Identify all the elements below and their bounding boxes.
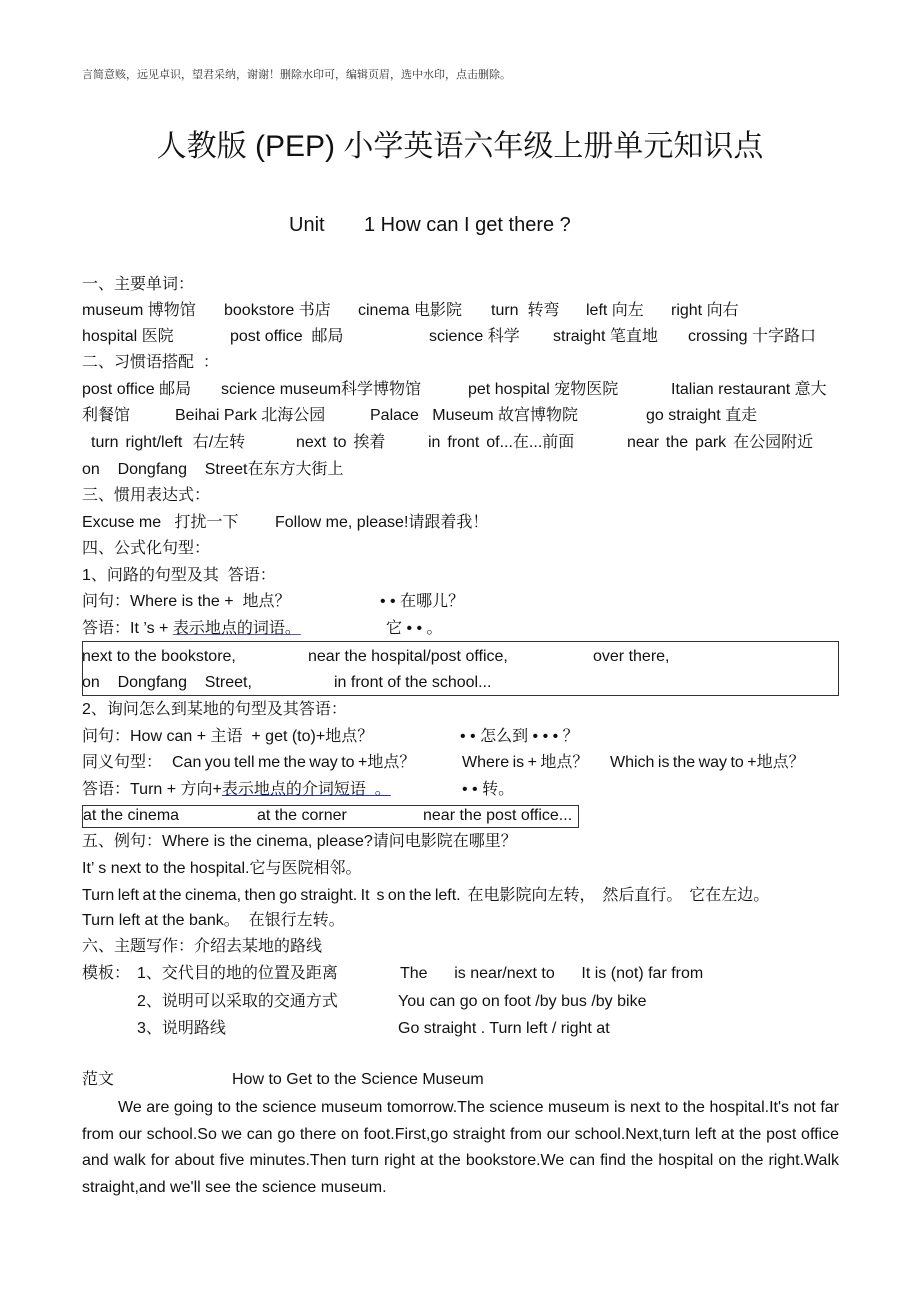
template-label: 模板： xyxy=(82,965,131,982)
phrase-item: pet hospital 宠物医院 xyxy=(468,381,619,398)
vocab-item: science 科学 xyxy=(429,328,520,345)
page-title: 人教版 (PEP) 小学英语六年级上册单元知识点 xyxy=(156,130,764,163)
phrase-item: post office 邮局 xyxy=(82,381,192,398)
phrase-item: 利餐馆 xyxy=(82,407,131,424)
vocab-item: cinema 电影院 xyxy=(358,302,463,319)
essay-label: 范文 xyxy=(82,1071,115,1088)
header-note: 言简意赅，远见卓识，望君采纳，谢谢！删除水印可，编辑页眉，选中水印，点击删除。 xyxy=(82,69,511,81)
question-pattern: 问句：How can + 主语 + get (to)+地点？ xyxy=(82,728,374,745)
phrase-item: science museum科学博物馆 xyxy=(221,381,422,398)
question-cn: • • 在哪儿？ xyxy=(380,593,465,610)
answer-prefix: 答语：It ’s + xyxy=(82,620,173,637)
essay-title: How to Get to the Science Museum xyxy=(232,1071,484,1088)
template-step: 1、交代目的地的位置及距离 xyxy=(137,965,338,982)
phrase-item: on Dongfang Street在东方大街上 xyxy=(82,461,344,478)
question-row xyxy=(82,727,579,747)
example-sentence: Turn left at the bank。 在银行左转。 xyxy=(82,912,345,929)
expression-item: Follow me, please!请跟着我！ xyxy=(275,514,489,531)
phrase-item: turn right/left 右/左转 xyxy=(91,434,246,451)
answer-row xyxy=(82,619,443,639)
answer-link[interactable]: 表示地点的介词短语 。 xyxy=(221,781,391,798)
phrase-item: Beihai Park 北海公园 xyxy=(175,407,326,424)
template-row xyxy=(137,964,703,984)
template-row xyxy=(137,992,646,1012)
example-row xyxy=(82,647,669,667)
vocab-item: post office 邮局 xyxy=(230,328,344,345)
section-heading: 一、主要单词： xyxy=(82,276,195,293)
phrase-item: in front of...在...前面 xyxy=(428,434,575,451)
example-sentence: Turn left at the cinema, then go straight. It s on the left. 在电影院向左转， 然后直行。 它在左边。 xyxy=(82,887,770,904)
expression-item: Excuse me 打扰一下 xyxy=(82,514,239,531)
answer-pattern xyxy=(82,619,386,639)
vocab-row xyxy=(82,301,739,321)
synonym-pattern: Where is + 地点？ xyxy=(462,754,589,771)
example-phrase: near the hospital/post office, xyxy=(308,648,508,665)
template-sentence: You can go on foot /by bus /by bike xyxy=(398,993,647,1010)
answer-link[interactable]: 表示地点的词语。 xyxy=(172,620,301,637)
answer-cn: 它 • • 。 xyxy=(386,620,443,637)
template-step: 3、说明路线 xyxy=(137,1020,226,1037)
section-heading: 四、公式化句型： xyxy=(82,540,211,557)
vocab-item: straight 笔直地 xyxy=(553,328,658,345)
answer-row xyxy=(82,780,514,800)
example-phrase: next to the bookstore, xyxy=(82,648,236,665)
vocab-item: crossing 十字路口 xyxy=(688,328,817,345)
synonym-pattern: Which is the way to +地点？ xyxy=(610,754,805,771)
vocab-item: hospital 医院 xyxy=(82,328,174,345)
essay-header xyxy=(82,1070,484,1090)
synonym-label: 同义句型： xyxy=(82,754,163,771)
expression-row xyxy=(82,513,488,533)
section-heading: 五、例句： xyxy=(82,833,163,850)
template-sentence: Go straight . Turn left / right at xyxy=(398,1020,610,1037)
answer-prefix: 答语：Turn + 方向+ xyxy=(82,781,222,798)
example-row xyxy=(82,673,491,693)
example-row xyxy=(83,806,572,826)
question-row xyxy=(82,592,464,612)
vocab-item: right 向右 xyxy=(671,302,739,319)
unit-label: Unit xyxy=(289,214,325,236)
example-phrase: at the corner xyxy=(257,807,347,824)
example-phrase: in front of the school... xyxy=(334,674,492,691)
phrase-item: next to 挨着 xyxy=(296,434,386,451)
phrase-row xyxy=(82,380,827,400)
example-phrase: on Dongfang Street, xyxy=(82,674,252,691)
template-step: 2、说明可以采取的交通方式 xyxy=(137,993,338,1010)
answer-cn: • • 转。 xyxy=(462,781,515,798)
template-sentence: The is near/next to It is (not) far from xyxy=(400,965,704,982)
phrase-item: go straight 直走 xyxy=(646,407,758,424)
example-sentence: It’ s next to the hospital.它与医院相邻。 xyxy=(82,860,362,877)
synonym-row xyxy=(82,753,805,773)
section-heading: 二、习惯语搭配 ： xyxy=(82,354,219,371)
template-row xyxy=(137,1019,610,1039)
vocab-item: left 向左 xyxy=(586,302,644,319)
phrase-row xyxy=(82,406,757,426)
synonym-pattern: Can you tell me the way to +地点？ xyxy=(172,754,416,771)
unit-title: 1 How can I get there ? xyxy=(364,214,571,236)
example-phrase: near the post office... xyxy=(423,807,573,824)
subheading: 2、询问怎么到某地的句型及其答语： xyxy=(82,701,347,718)
phrase-item: Italian restaurant 意大 xyxy=(671,381,827,398)
sentence: Where is the cinema, please?请问电影院在哪里？ xyxy=(162,833,517,850)
vocab-item: bookstore 书店 xyxy=(224,302,331,319)
section-heading: 三、惯用表达式： xyxy=(82,487,211,504)
subheading: 1、问路的句型及其 答语： xyxy=(82,567,276,584)
question-cn: • • 怎么到 • • • ？ xyxy=(460,728,579,745)
phrase-item: near the park 在公园附近 xyxy=(627,434,814,451)
example-phrase: over there, xyxy=(593,648,670,665)
section-heading: 六、主题写作：介绍去某地的路线 xyxy=(82,938,323,955)
example-phrase: at the cinema xyxy=(83,807,180,824)
vocab-item: turn 转弯 xyxy=(491,302,560,319)
question-pattern: 问句：Where is the + 地点？ xyxy=(82,593,291,610)
phrase-item: Palace Museum 故宫博物院 xyxy=(370,407,579,424)
vocab-item: museum 博物馆 xyxy=(82,302,196,319)
phrase-row xyxy=(91,433,813,453)
example-sentence xyxy=(82,832,517,852)
essay-body: We are going to the science museum tomorrow.The science museum is next to the hospital.It's not far from our school.So we can go there on foot.First,go straight from our school.Next,turn left at the post office and walk for about five minutes.Then turn right at the bookstore.We can find the hospital on the right.Walk straight,and we'll see the science museum. xyxy=(82,1099,839,1196)
answer-pattern xyxy=(82,780,462,800)
vocab-row xyxy=(82,327,816,347)
